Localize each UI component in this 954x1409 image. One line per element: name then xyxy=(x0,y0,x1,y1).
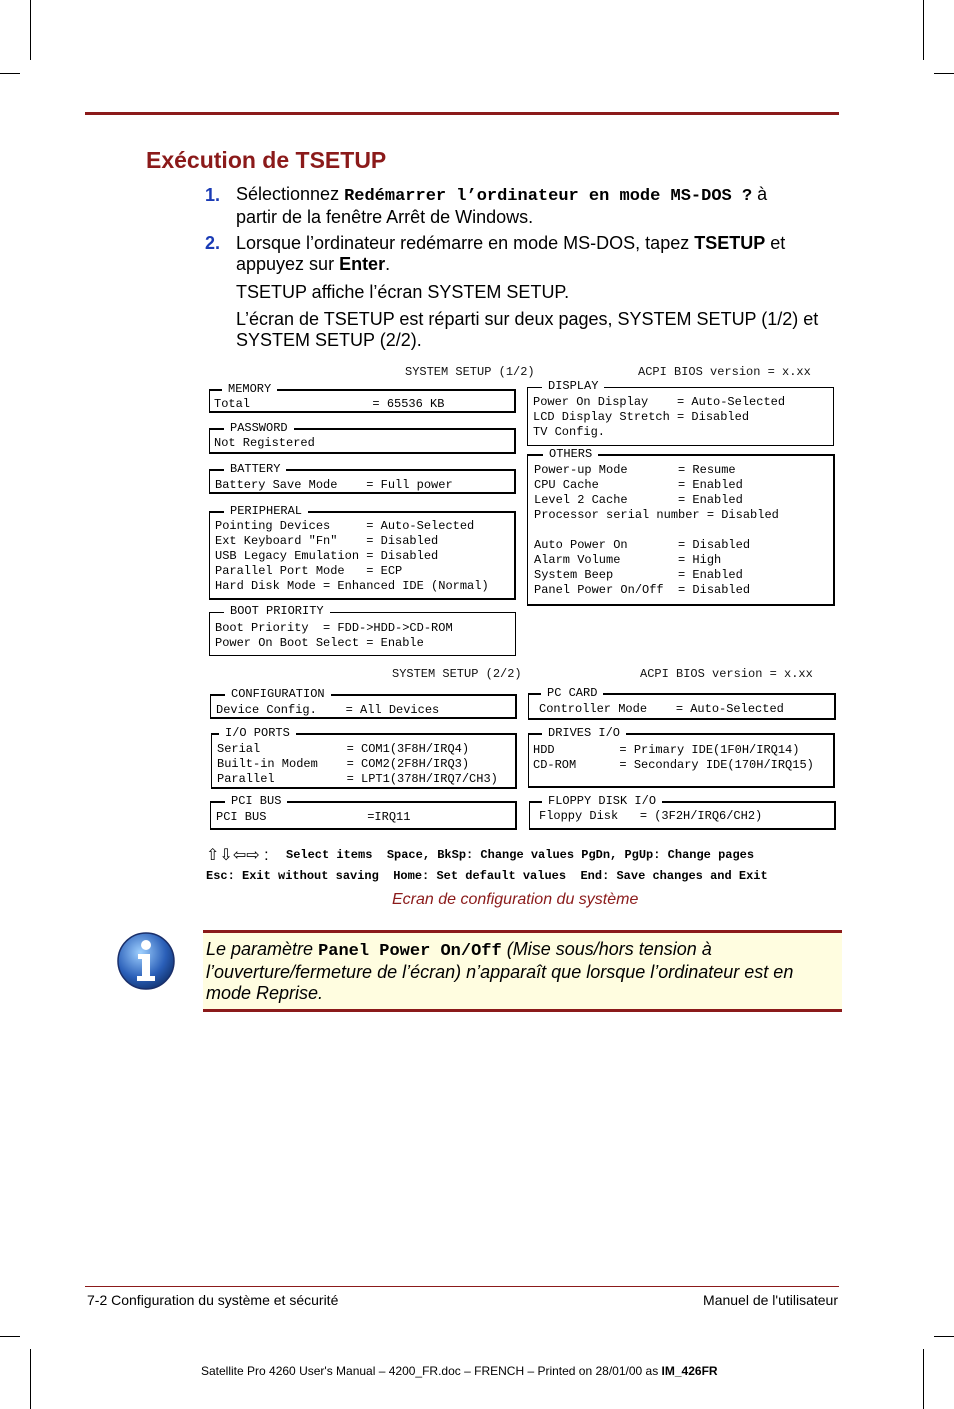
paragraph: TSETUP affiche l’écran SYSTEM SETUP. xyxy=(236,282,570,302)
password-panel xyxy=(209,421,516,454)
note-span: Le paramètre xyxy=(206,939,319,959)
panel-legend: DRIVES I/O xyxy=(542,727,626,740)
panel-lines: Not Registered xyxy=(214,436,315,450)
configuration-panel xyxy=(210,687,517,719)
panel-lines: Controller Mode = Auto-Selected xyxy=(539,702,784,716)
step-number: 1. xyxy=(205,185,221,205)
panel-lines: PCI BUS =IRQ11 xyxy=(216,810,411,824)
crop-mark xyxy=(934,73,954,74)
panel-lines: Device Config. = All Devices xyxy=(216,703,440,717)
panel-legend: I/O PORTS xyxy=(219,727,296,740)
setup-title: SYSTEM SETUP (1/2) xyxy=(405,365,535,379)
crop-mark xyxy=(934,1336,954,1337)
panel-lines: Total = 65536 KB xyxy=(214,397,445,411)
step-text: partir de la fenêtre Arrêt de Windows. xyxy=(236,207,534,227)
floppy-disk-panel xyxy=(529,794,836,830)
io-ports-panel xyxy=(211,726,517,789)
panel-legend: PASSWORD xyxy=(224,422,294,435)
section-heading: Exécution de TSETUP xyxy=(146,147,387,173)
step-text: Lorsque l’ordinateur redémarre en mode MS-DOS, tapez xyxy=(236,233,695,253)
crop-mark xyxy=(0,1336,20,1337)
panel-lines: Boot Priority = FDD->HDD->CD-ROM Power On Boot Select = Enable xyxy=(215,621,453,650)
step-text: et xyxy=(765,233,786,253)
panel-legend: PERIPHERAL xyxy=(224,505,308,518)
panel-legend: BATTERY xyxy=(224,463,286,476)
key-legend-line: Select items Space, BkSp: Change values PgDn, PgUp: Change pages xyxy=(286,848,755,862)
crop-mark xyxy=(0,73,20,74)
battery-panel xyxy=(209,462,516,494)
step-text: appuyez sur xyxy=(236,254,340,274)
bios-version: ACPI BIOS version = x.xx xyxy=(640,667,813,681)
bios-version: ACPI BIOS version = x.xx xyxy=(638,365,811,379)
step-text: à xyxy=(752,184,768,204)
info-icon xyxy=(116,931,176,996)
panel-lines: Floppy Disk = (3F2H/IRQ6/CH2) xyxy=(539,809,763,823)
arrow-keys-icon: ⇧⇩⇦⇨ : xyxy=(206,847,269,864)
crop-mark xyxy=(923,0,924,60)
boot-priority-panel xyxy=(209,604,516,656)
peripheral-panel xyxy=(209,504,516,600)
memory-panel xyxy=(209,382,516,413)
step-2-text xyxy=(236,233,841,275)
pci-bus-panel xyxy=(210,794,517,830)
step-number: 2. xyxy=(205,233,221,253)
step-text: Sélectionnez xyxy=(236,184,345,204)
note-code: Panel Power On/Off xyxy=(318,942,502,961)
panel-lines: Pointing Devices = Auto-Selected Ext Keyboard "Fn" = Disabled USB Legacy Emulation = Disabled Parallel Port Mode = ECP Hard Disk Mode = Enhanced IDE (Normal) xyxy=(215,519,489,593)
panel-lines: Power On Display = Auto-Selected LCD Display Stretch = Disabled TV Config. xyxy=(533,395,786,439)
panel-legend: BOOT PRIORITY xyxy=(224,605,330,618)
note-text xyxy=(206,939,838,1004)
panel-legend: DISPLAY xyxy=(542,380,604,393)
paragraph: L’écran de TSETUP est réparti sur deux pages, SYSTEM SETUP (1/2) et SYSTEM SETUP (2/2). xyxy=(236,309,819,350)
panel-legend: PCI BUS xyxy=(225,795,287,808)
print-info xyxy=(201,1364,718,1378)
footer-left: 7-2 Configuration du système et sécurité xyxy=(87,1292,339,1308)
crop-mark xyxy=(30,1349,31,1409)
footer-rule xyxy=(85,1286,839,1287)
panel-lines: HDD = Primary IDE(1F0H/IRQ14) CD-ROM = Secondary IDE(170H/IRQ15) xyxy=(533,743,814,772)
crop-mark xyxy=(923,1349,924,1409)
note-span: (Mise sous/hors tension à l’ouverture/fermeture de l’écran) n’apparaît que lorsque l’ordinateur est en mode Reprise. xyxy=(206,939,794,1003)
panel-lines: Power-up Mode = Resume CPU Cache = Enabled Level 2 Cache = Enabled Processor serial number = Disabled Auto Power On = Disabled Alarm Volume = High System Beep = Enabled Panel Power On/Off = Disabled xyxy=(534,463,779,597)
panel-lines: Battery Save Mode = Full power xyxy=(215,478,453,492)
drives-io-panel xyxy=(528,726,835,788)
key-legend-line: Esc: Exit without saving Home: Set default values End: Save changes and Exit xyxy=(206,869,768,883)
key-enter: Enter xyxy=(339,254,386,274)
header-rule xyxy=(85,112,839,115)
panel-legend: CONFIGURATION xyxy=(225,688,331,701)
step-text: . xyxy=(385,254,391,274)
figure-caption: Ecran de configuration du système xyxy=(392,891,639,908)
panel-legend: OTHERS xyxy=(543,448,598,461)
panel-legend: FLOPPY DISK I/O xyxy=(542,795,662,808)
others-panel xyxy=(527,447,835,606)
crop-mark xyxy=(30,0,31,60)
setup-title: SYSTEM SETUP (2/2) xyxy=(392,667,522,681)
panel-lines: Serial = COM1(3F8H/IRQ4) Built-in Modem = COM2(2F8H/IRQ3) Parallel = LPT1(378H/IRQ7/CH3) xyxy=(217,742,498,786)
print-id: IM_426FR xyxy=(661,1364,718,1378)
command-code: Redémarrer l’ordinateur en mode MS-DOS ? xyxy=(344,187,753,206)
step-1-text xyxy=(236,184,841,228)
print-info-text: Satellite Pro 4260 User's Manual – 4200_FR.doc – FRENCH – Printed on 28/01/00 as xyxy=(201,1364,662,1378)
panel-legend: MEMORY xyxy=(222,383,277,396)
command-tsetup: TSETUP xyxy=(694,233,766,253)
panel-legend: PC CARD xyxy=(541,687,603,700)
display-panel xyxy=(527,379,834,446)
pc-card-panel xyxy=(528,686,836,720)
footer-right: Manuel de l'utilisateur xyxy=(703,1292,838,1308)
